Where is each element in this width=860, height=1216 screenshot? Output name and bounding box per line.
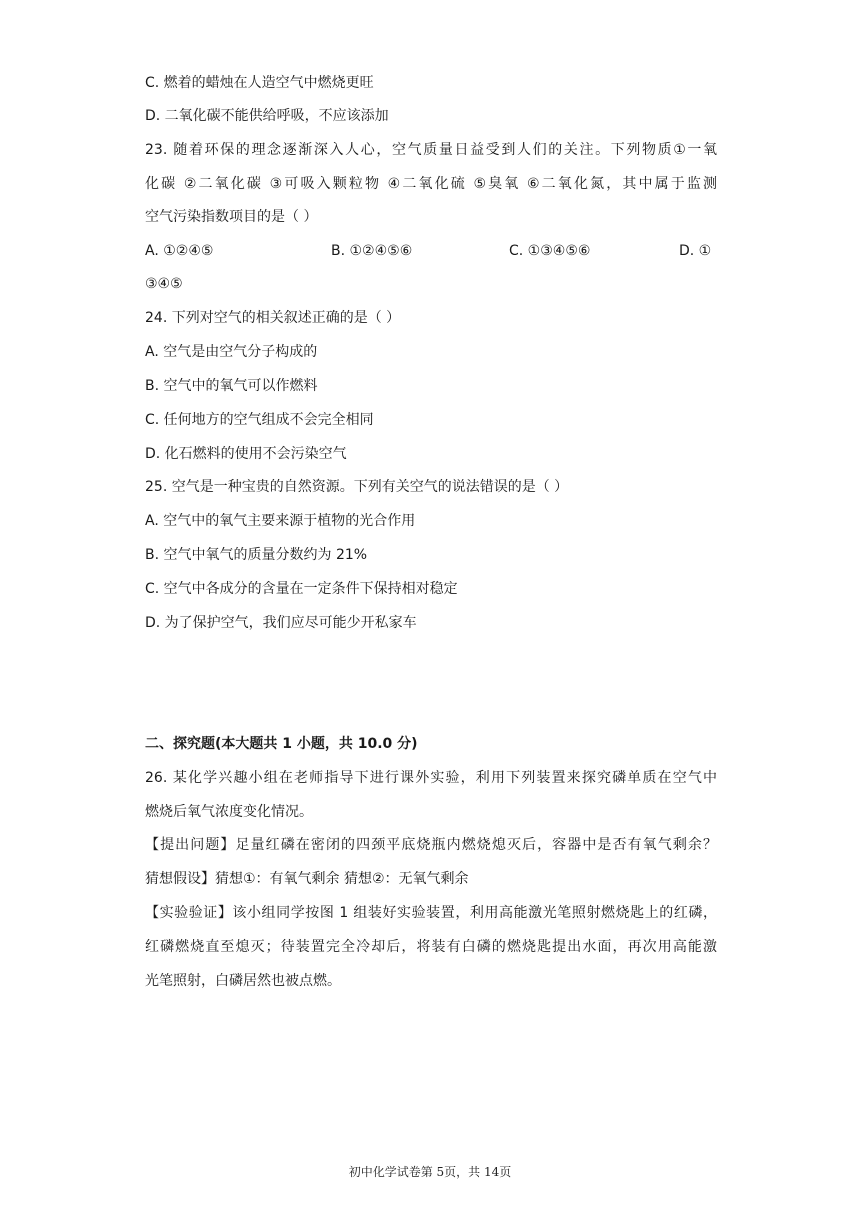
q23-option-d-continued: ③④⑤ xyxy=(145,276,183,292)
q25-option-a: A. 空气中的氧气主要来源于植物的光合作用 xyxy=(145,513,416,529)
q26-question-line: 【提出问题】足量红磷在密闭的四颈平底烧瓶内燃烧熄灭后，容器中是否有氧气剩余？ xyxy=(145,837,717,853)
section-heading: 二、探究题(本大题共 1 小题，共 10.0 分) xyxy=(145,736,418,752)
q22-option-c: C. 燃着的蜡烛在人造空气中燃烧更旺 xyxy=(145,75,374,91)
q23-option-d: D. ① xyxy=(679,243,712,259)
q26-stem-line-1: 26. 某化学兴趣小组在老师指导下进行课外实验，利用下列装置来探究磷单质在空气中 xyxy=(145,770,717,786)
q26-experiment-line-1: 【实验验证】该小组同学按图 1 组装好实验装置，利用高能激光笔照射燃烧匙上的红磷， xyxy=(145,905,717,921)
q23-option-a: A. ①②④⑤ xyxy=(145,243,214,259)
q26-hypothesis-line: 猜想假设】猜想①：有氧气剩余 猜想②：无氧气剩余 xyxy=(145,871,469,887)
q25-option-c: C. 空气中各成分的含量在一定条件下保持相对稳定 xyxy=(145,581,458,597)
q26-experiment-line-3: 光笔照射，白磷居然也被点燃。 xyxy=(145,973,341,989)
q26-experiment-line-2: 红磷燃烧直至熄灭；待装置完全冷却后，将装有白磷的燃烧匙提出水面，再次用高能激 xyxy=(145,939,717,955)
q23-option-c: C. ①③④⑤⑥ xyxy=(509,243,591,259)
q23-option-b: B. ①②④⑤⑥ xyxy=(331,243,413,259)
q24-stem: 24. 下列对空气的相关叙述正确的是（ ） xyxy=(145,310,401,326)
q23-stem-line-2: 化碳 ②二氧化碳 ③可吸入颗粒物 ④二氧化硫 ⑤臭氧 ⑥二氧化氮，其中属于监测 xyxy=(145,176,717,192)
q24-option-a: A. 空气是由空气分子构成的 xyxy=(145,344,318,360)
q23-stem-line-1: 23. 随着环保的理念逐渐深入人心，空气质量日益受到人们的关注。下列物质①一氧 xyxy=(145,142,717,158)
q23-stem-line-3: 空气污染指数项目的是（ ） xyxy=(145,209,318,225)
q25-option-b: B. 空气中氧气的质量分数约为 21% xyxy=(145,547,368,563)
q25-option-d: D. 为了保护空气，我们应尽可能少开私家车 xyxy=(145,615,417,631)
q24-option-c: C. 任何地方的空气组成不会完全相同 xyxy=(145,412,374,428)
q24-option-b: B. 空气中的氧气可以作燃料 xyxy=(145,378,318,394)
q24-option-d: D. 化石燃料的使用不会污染空气 xyxy=(145,446,347,462)
q22-option-d: D. 二氧化碳不能供给呼吸，不应该添加 xyxy=(145,108,389,124)
q25-stem: 25. 空气是一种宝贵的自然资源。下列有关空气的说法错误的是（ ） xyxy=(145,479,569,495)
q26-stem-line-2: 燃烧后氧气浓度变化情况。 xyxy=(145,804,313,820)
page-footer: 初中化学试卷第 5页，共 14页 xyxy=(348,1165,512,1179)
